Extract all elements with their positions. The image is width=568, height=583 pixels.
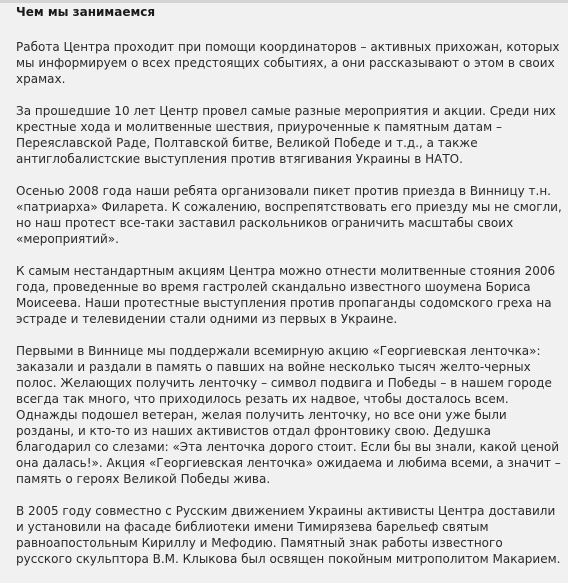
article-paragraph-events: За прошедшие 10 лет Центр провел самые разные мероприятия и акции. Среди них крестные хода и молитвенные шествия, приуроченные к памятным датам – Переяславской Раде, Полтавской битве, Великой Победе и т.д., а также антиглобалистские выступления против втягивания Украины в НАТО. (16, 104, 556, 166)
article-paragraph-ribbon: Первыми в Виннице мы поддержали всемирную акцию «Георгиевская ленточка»: заказали и раздали в память о павших на войне несколько тысяч желто-черных полос. Желающих получить ленточку – символ подвига и Победы – в нашем городе всегда так много, что приходилось резать их надвое, чтобы досталось всем. Однажды подошел ветеран, желая получить ленточку, но все они уже были розданы, и кто-то из наших активистов отдал фронтовику свою. Дедушка благодарил со слезами: «Эта ленточка дорого стоит. Если бы вы знали, какой ценой она далась!». Акция «Георгиевская ленточка» ожидаема и любима всеми, а значит – память о героях Великой Победы жива. (16, 344, 561, 486)
top-divider (0, 0, 568, 3)
article-paragraph-bas-relief: В 2005 году совместно с Русским движением Украины активисты Центра доставили и установили на фасаде библиотеки имени Тимирязева барельеф святым равноапостольным Кириллу и Мефодию. Памятный знак работы известного русского скульптора В.М. Клыкова был освящен покойным митрополитом Макарием. (16, 504, 561, 566)
article-paragraph-prayer-stands: К самым нестандартным акциям Центра можно отнести молитвенные стояния 2006 года, проведенные во время гастролей скандально известного шоумена Бориса Моисеева. Наши протестные выступления против пропаганды содомского греха на эстраде и телевидении стали одними из первых в Украине. (16, 264, 556, 326)
article-paragraph-picket: Осенью 2008 года наши ребята организовали пикет против приезда в Винницу т.н. «патриарха» Филарета. К сожалению, воспрепятствовать его приезду мы не смогли, но наш протест все-таки заставил раскольников ограничить масштабы своих «мероприятий». (16, 184, 562, 246)
article-paragraph-coordinators: Работа Центра проходит при помощи координаторов – активных прихожан, которых мы информируем о всех предстоящих событиях, а они рассказывают о этом в своих храмах. (16, 40, 560, 86)
article-heading: Чем мы занимаемся (16, 5, 156, 19)
article (16, 4, 562, 583)
